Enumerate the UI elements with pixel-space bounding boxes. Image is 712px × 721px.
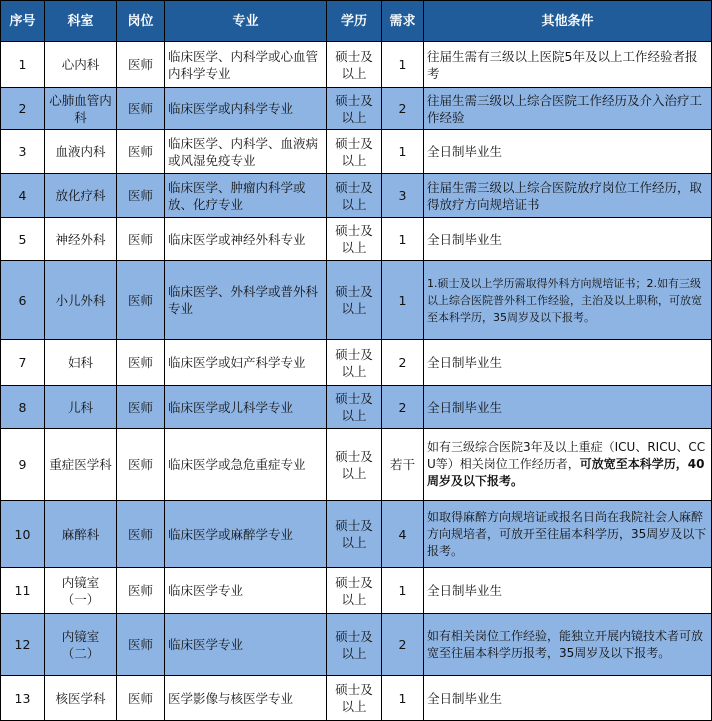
cell-position: 医师 [117, 568, 165, 614]
cell-seq: 13 [1, 676, 45, 721]
cell-major: 临床医学、肿瘤内科学或放、化疗专业 [165, 174, 327, 218]
cell-education: 硕士及以上 [327, 42, 382, 88]
cell-other: 往届生需三级以上综合医院放疗岗位工作经历，取得放疗方向规培证书 [424, 174, 712, 218]
header-seq: 序号 [1, 1, 45, 42]
table-row [1, 386, 712, 429]
cell-major: 临床医学或急危重症专业 [165, 429, 327, 501]
cell-demand: 2 [382, 386, 424, 429]
cell-dept: 血液内科 [45, 130, 117, 174]
cell-education: 硕士及以上 [327, 386, 382, 429]
table-row [1, 614, 712, 676]
header-other: 其他条件 [424, 1, 712, 42]
table-header [1, 1, 712, 42]
table-row [1, 429, 712, 501]
cell-other: 全日制毕业生 [424, 676, 712, 721]
table-row [1, 568, 712, 614]
header-dept: 科室 [45, 1, 117, 42]
cell-position: 医师 [117, 218, 165, 261]
cell-major: 临床医学或妇产科学专业 [165, 340, 327, 386]
table-row [1, 88, 712, 130]
cell-seq: 1 [1, 42, 45, 88]
cell-other-bold-text: 可放宽至本科学历，40周岁及以下报考。 [427, 457, 705, 488]
cell-major: 临床医学专业 [165, 614, 327, 676]
cell-demand: 若干 [382, 429, 424, 501]
table-row [1, 218, 712, 261]
cell-other: 往届生需三级以上综合医院工作经历及介入治疗工作经验 [424, 88, 712, 130]
cell-demand: 2 [382, 88, 424, 130]
cell-other [424, 429, 712, 501]
cell-dept: 内镜室（二） [45, 614, 117, 676]
cell-position: 医师 [117, 261, 165, 340]
cell-seq: 11 [1, 568, 45, 614]
cell-demand: 4 [382, 501, 424, 568]
cell-dept: 妇科 [45, 340, 117, 386]
cell-education: 硕士及以上 [327, 340, 382, 386]
cell-dept: 心内科 [45, 42, 117, 88]
cell-demand: 1 [382, 218, 424, 261]
table-row [1, 501, 712, 568]
cell-other: 全日制毕业生 [424, 130, 712, 174]
cell-dept: 儿科 [45, 386, 117, 429]
cell-dept: 小儿外科 [45, 261, 117, 340]
header-education: 学历 [327, 1, 382, 42]
cell-dept: 内镜室（一） [45, 568, 117, 614]
cell-education: 硕士及以上 [327, 676, 382, 721]
cell-position: 医师 [117, 501, 165, 568]
cell-education: 硕士及以上 [327, 261, 382, 340]
cell-demand: 1 [382, 676, 424, 721]
header-position: 岗位 [117, 1, 165, 42]
cell-other: 1.硕士及以上学历需取得外科方向规培证书；2.如有三级以上综合医院普外科工作经验，主治及以上职称，可放宽至本科学历，35周岁及以下报考。 [424, 261, 712, 340]
cell-position: 医师 [117, 429, 165, 501]
cell-seq: 4 [1, 174, 45, 218]
cell-seq: 12 [1, 614, 45, 676]
cell-education: 硕士及以上 [327, 429, 382, 501]
cell-education: 硕士及以上 [327, 130, 382, 174]
table-row [1, 676, 712, 721]
cell-seq: 9 [1, 429, 45, 501]
table-body [1, 42, 712, 721]
cell-position: 医师 [117, 340, 165, 386]
cell-demand: 1 [382, 261, 424, 340]
cell-seq: 8 [1, 386, 45, 429]
table-row [1, 130, 712, 174]
cell-other: 全日制毕业生 [424, 568, 712, 614]
cell-education: 硕士及以上 [327, 174, 382, 218]
cell-demand: 3 [382, 174, 424, 218]
cell-seq: 7 [1, 340, 45, 386]
cell-other: 如取得麻醉方向规培证或报名日尚在我院社会人麻醉方向规培者，可放开至往届本科学历，35周岁及以下报考。 [424, 501, 712, 568]
cell-other: 全日制毕业生 [424, 386, 712, 429]
cell-major: 临床医学或神经外科专业 [165, 218, 327, 261]
cell-seq: 2 [1, 88, 45, 130]
cell-position: 医师 [117, 174, 165, 218]
cell-other: 全日制毕业生 [424, 340, 712, 386]
cell-education: 硕士及以上 [327, 88, 382, 130]
cell-position: 医师 [117, 88, 165, 130]
cell-major: 临床医学专业 [165, 568, 327, 614]
cell-demand: 1 [382, 42, 424, 88]
cell-dept: 放化疗科 [45, 174, 117, 218]
table-row [1, 174, 712, 218]
table-row [1, 42, 712, 88]
cell-dept: 核医学科 [45, 676, 117, 721]
cell-major: 临床医学或儿科学专业 [165, 386, 327, 429]
cell-major: 临床医学或内科学专业 [165, 88, 327, 130]
cell-seq: 10 [1, 501, 45, 568]
cell-demand: 2 [382, 614, 424, 676]
cell-dept: 心肺血管内科 [45, 88, 117, 130]
cell-seq: 3 [1, 130, 45, 174]
table-row [1, 261, 712, 340]
cell-major: 医学影像与核医学专业 [165, 676, 327, 721]
table-row [1, 340, 712, 386]
cell-education: 硕士及以上 [327, 218, 382, 261]
cell-demand: 1 [382, 130, 424, 174]
cell-other-text: 如有三级综合医院3年及以上重症（ICU、RICU、CCU等）相关岗位工作经历者， [427, 440, 706, 471]
cell-position: 医师 [117, 386, 165, 429]
cell-position: 医师 [117, 614, 165, 676]
cell-major: 临床医学、内科学或心血管内科学专业 [165, 42, 327, 88]
cell-other: 往届生需有三级以上医院5年及以上工作经验者报考 [424, 42, 712, 88]
cell-major: 临床医学或麻醉学专业 [165, 501, 327, 568]
cell-dept: 麻醉科 [45, 501, 117, 568]
header-demand: 需求 [382, 1, 424, 42]
cell-major: 临床医学、内科学、血液病或风湿免疫专业 [165, 130, 327, 174]
header-major: 专业 [165, 1, 327, 42]
cell-seq: 5 [1, 218, 45, 261]
cell-other: 全日制毕业生 [424, 218, 712, 261]
cell-dept: 重症医学科 [45, 429, 117, 501]
cell-demand: 1 [382, 568, 424, 614]
cell-major: 临床医学、外科学或普外科专业 [165, 261, 327, 340]
cell-position: 医师 [117, 130, 165, 174]
cell-education: 硕士及以上 [327, 568, 382, 614]
cell-demand: 2 [382, 340, 424, 386]
cell-education: 硕士及以上 [327, 501, 382, 568]
cell-other: 如有相关岗位工作经验，能独立开展内镜技术者可放宽至往届本科学历报考，35周岁及以下报考。 [424, 614, 712, 676]
cell-position: 医师 [117, 676, 165, 721]
cell-position: 医师 [117, 42, 165, 88]
cell-seq: 6 [1, 261, 45, 340]
cell-dept: 神经外科 [45, 218, 117, 261]
cell-education: 硕士及以上 [327, 614, 382, 676]
